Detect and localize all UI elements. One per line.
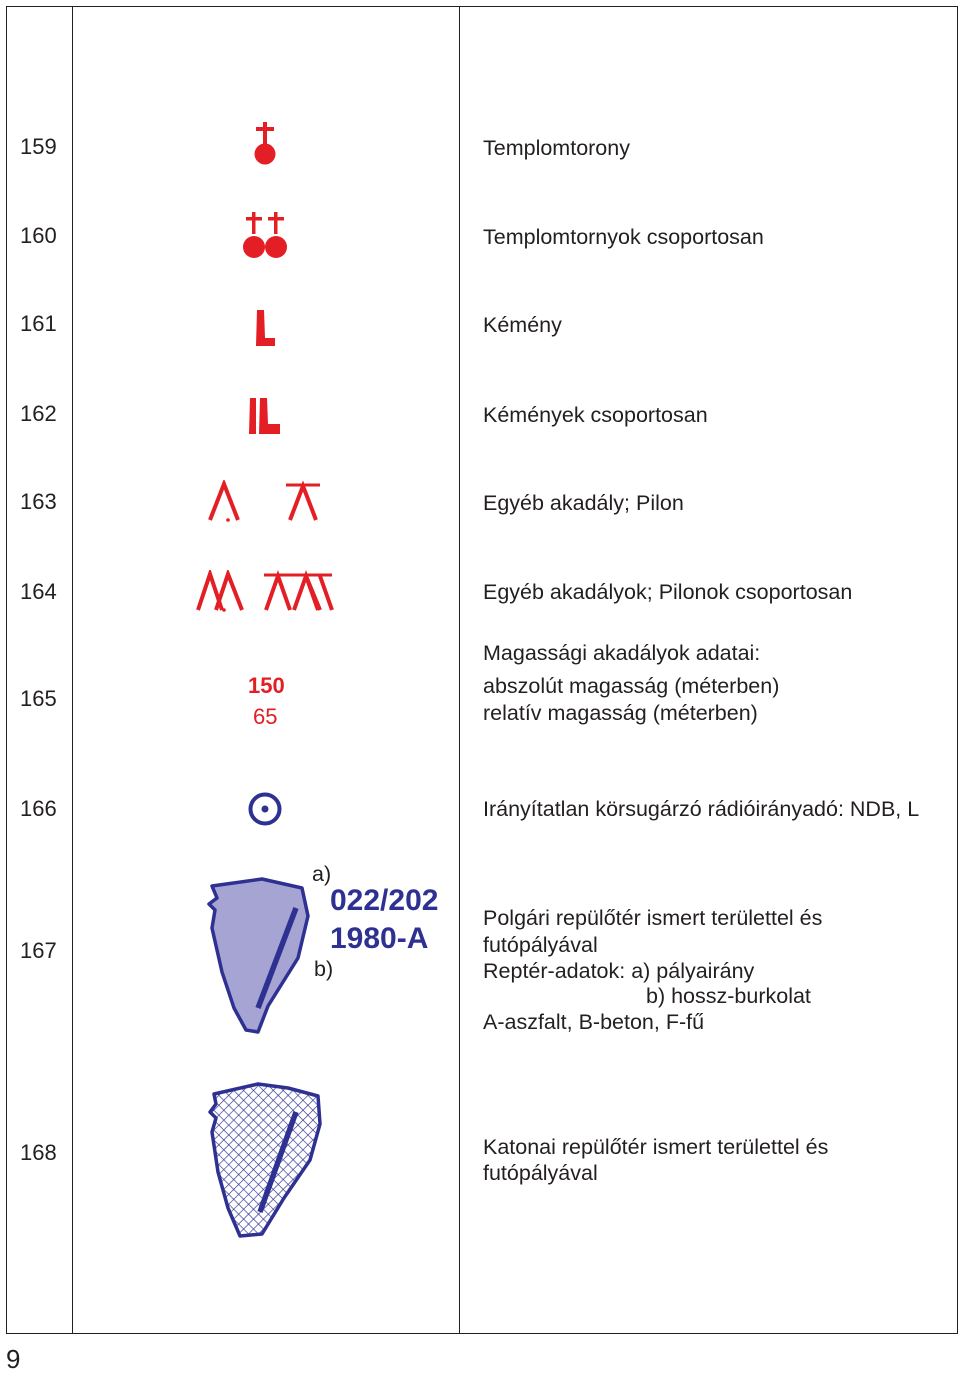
row-number-161: 161 (20, 311, 57, 336)
row-number-165: 165 (20, 686, 57, 711)
row-number-167: 167 (20, 938, 57, 963)
row-number-163: 163 (20, 489, 57, 514)
absolute-height-value: 150 (248, 673, 285, 698)
row-desc-168-line-1: Katonai repülőtér ismert területtel és (483, 1135, 829, 1159)
obstacles-group-icon (194, 570, 250, 614)
row-number-159: 159 (20, 134, 57, 159)
label-b: b) (314, 957, 334, 981)
row-desc-165-line-1: Magassági akadályok adatai: (483, 641, 761, 665)
chimneys-group-icon (248, 396, 284, 436)
column-divider-1 (72, 6, 73, 1334)
row-desc-165-line-2: abszolút magasság (méterben) (483, 674, 780, 698)
row-desc-167-line-2: futópályával (483, 933, 598, 957)
row-desc-167-line-5: A-aszfalt, B-beton, F-fű (483, 1010, 705, 1034)
row-number-160: 160 (20, 223, 57, 248)
row-number-164: 164 (20, 579, 57, 604)
row-desc-163: Egyéb akadály; Pilon (483, 491, 684, 515)
military-airfield-icon (204, 1080, 326, 1242)
runway-direction: 022/202 (330, 884, 439, 917)
ndb-beacon-icon (246, 790, 284, 828)
row-desc-159: Templomtorony (483, 136, 630, 160)
column-divider-2 (459, 6, 460, 1334)
pylon-icon (284, 480, 324, 524)
pylons-group-icon (262, 570, 336, 614)
runway-length-surface: 1980-A (330, 922, 429, 955)
row-desc-167-line-3: Reptér-adatok: a) pályairány (483, 959, 755, 983)
row-desc-164: Egyéb akadályok; Pilonok csoportosan (483, 580, 853, 604)
relative-height-value: 65 (253, 704, 278, 729)
row-desc-162: Kémények csoportosan (483, 403, 708, 427)
row-desc-160: Templomtornyok csoportosan (483, 225, 764, 249)
chimney-icon (254, 308, 278, 348)
row-number-162: 162 (20, 401, 57, 426)
label-a: a) (312, 862, 332, 886)
row-desc-167-line-1: Polgári repülőtér ismert területtel és (483, 906, 823, 930)
row-desc-166: Irányítatlan körsugárzó rádióirányadó: NDB, L (483, 797, 920, 821)
page-number: 9 (6, 1344, 21, 1374)
church-tower-icon (250, 122, 280, 166)
row-desc-165-line-3: relatív magasság (méterben) (483, 701, 758, 725)
row-desc-161: Kémény (483, 313, 562, 337)
row-number-166: 166 (20, 796, 57, 821)
row-desc-168-line-2: futópályával (483, 1161, 598, 1185)
obstacle-icon (206, 480, 248, 524)
church-towers-group-icon (240, 212, 292, 260)
row-number-168: 168 (20, 1140, 57, 1165)
row-desc-167-line-4: b) hossz-burkolat (646, 984, 811, 1008)
civil-airfield-icon (204, 876, 314, 1038)
